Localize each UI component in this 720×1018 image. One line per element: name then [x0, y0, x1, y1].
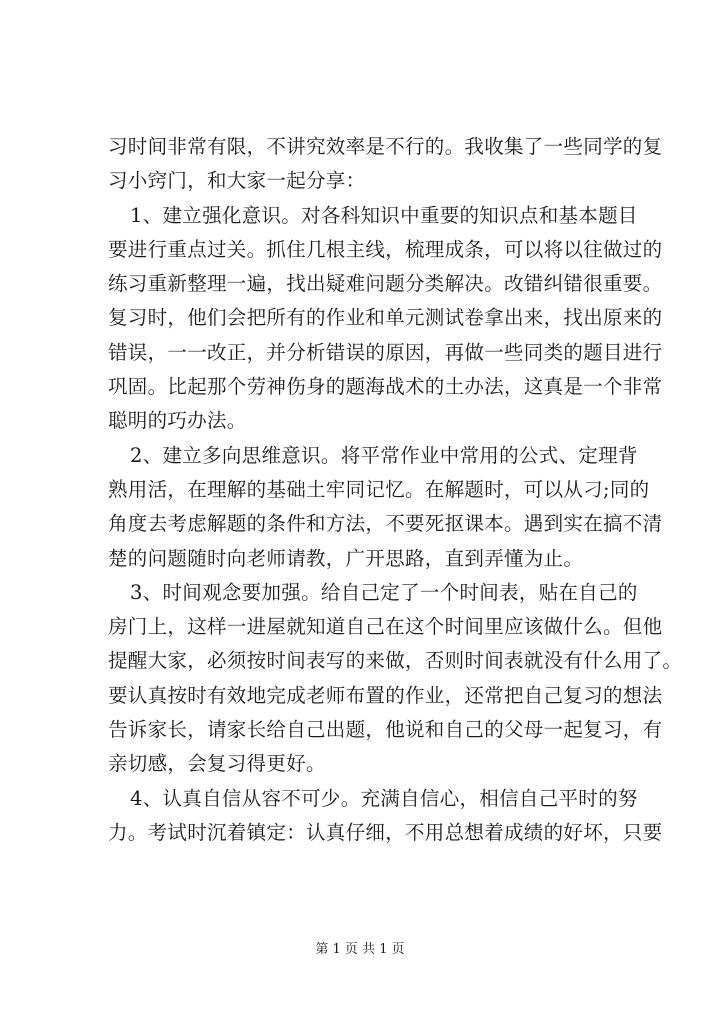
text-line: 聪明的巧办法。: [108, 409, 247, 433]
text-line: 习时间非常有限，不讲究效率是不行的。我收集了一些同学的复: [108, 135, 663, 158]
text-line: 角度去考虑解题的条件和方法，不要死抠课本。遇到实在搞不清: [108, 512, 663, 536]
paragraph-tip-3: [108, 576, 683, 782]
paragraph-intro: [108, 130, 663, 199]
page-footer: 第 1 页 共 1 页: [315, 942, 405, 957]
text-line: 要认真按时有效地完成老师布置的作业，还常把自己复习的想法: [108, 683, 663, 707]
paragraph-tip-1: [108, 199, 663, 439]
text-line: 亲切感，会复习得更好。: [108, 752, 326, 776]
text-line: 复习时，他们会把所有的作业和单元测试卷拿出来，找出原来的: [108, 306, 663, 330]
paragraph-tip-4: [108, 782, 663, 851]
text-line: 提醒大家，必须按时间表写的来做，否则时间表就没有什么用了。: [108, 649, 683, 673]
document-body: [108, 130, 683, 850]
text-line: 楚的问题随时向老师请教，广开思路，直到弄懂为止。: [108, 546, 584, 570]
text-line: 习小窍门，和大家一起分享：: [108, 169, 366, 193]
text-line: 巩固。比起那个劳神伤身的题海战术的土办法，这真是一个非常: [108, 375, 663, 399]
text-line: 2、建立多向思维意识。将平常作业中常用的公式、定理背: [130, 443, 638, 467]
text-line: 要进行重点过关。抓住几根主线，梳理成条，可以将以往做过的: [108, 237, 663, 261]
text-line: 房门上，这样一进屋就知道自己在这个时间里应该做什么。但他: [108, 615, 663, 639]
text-line: 练习重新整理一遍，找出疑难问题分类解决。改错纠错很重要。: [108, 272, 663, 296]
text-line: 错误，一一改正，并分析错误的原因，再做一些同类的题目进行: [108, 340, 663, 364]
text-line: 4、认真自信从容不可少。充满自信心，相信自己平时的努: [130, 786, 638, 810]
text-line: 力。考试时沉着镇定：认真仔细，不用总想着成绩的好坏，只要: [108, 820, 663, 844]
text-line: 告诉家长，请家长给自己出题，他说和自己的父母一起复习，有: [108, 718, 663, 742]
text-line: 1、建立强化意识。对各科知识中重要的知识点和基本题目: [130, 203, 638, 227]
text-line: 3、时间观念要加强。给自己定了一个时间表，贴在自己的: [130, 580, 638, 604]
text-line: 熟用活，在理解的基础土牢同记忆。在解题时，可以从刁;同的: [108, 477, 650, 501]
paragraph-tip-2: [108, 439, 663, 576]
